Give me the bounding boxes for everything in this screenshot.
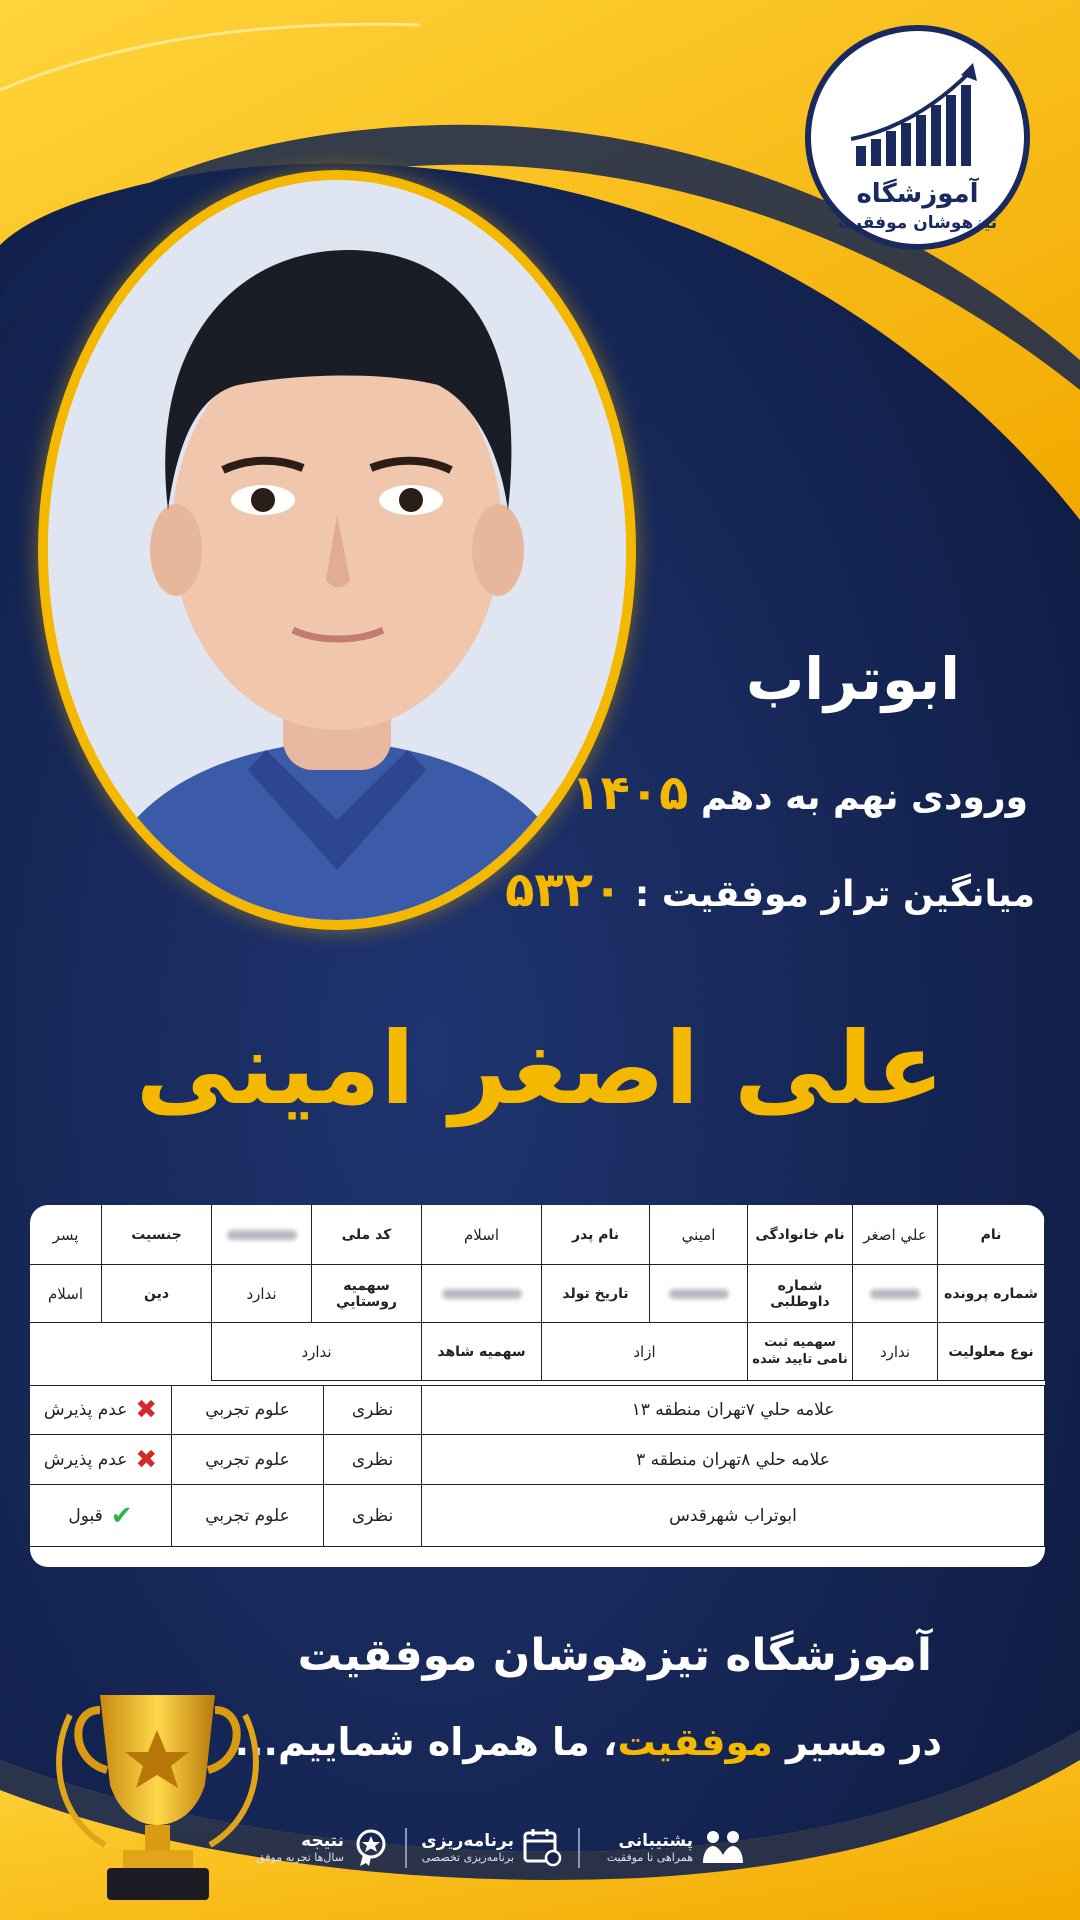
result-status-1 [30, 1385, 172, 1435]
tagline [235, 1720, 942, 1764]
value-disability: ندارد [853, 1323, 938, 1381]
label-national-id: کد ملی [312, 1205, 422, 1265]
institute-slogan: آموزشگاه تیزهوشان موفقیت [297, 1630, 932, 1681]
medal-icon [352, 1827, 390, 1867]
label-registration-quota: سهمیه ثبت نامی تایید شده [748, 1323, 853, 1381]
label-father-name: نام پدر [542, 1205, 650, 1265]
value-registration-quota: ازاد [542, 1323, 748, 1381]
value-first-name: علي اصغر [853, 1205, 938, 1265]
result-status-text-3: قبول [68, 1505, 103, 1526]
value-birth-date [422, 1265, 542, 1323]
value-gender: پسر [30, 1205, 102, 1265]
feature-result-title: نتیجه [301, 1830, 344, 1851]
trophy-icon [45, 1675, 270, 1910]
result-status-text-1: عدم پذیرش [43, 1400, 128, 1420]
label-shahed-quota: سهمیه شاهد [422, 1323, 542, 1381]
results-table [30, 1205, 1045, 1567]
entry-label: ورودی نهم به دهم [700, 777, 1028, 818]
label-file-number: شماره پرونده [938, 1265, 1045, 1323]
label-first-name: نام [938, 1205, 1045, 1265]
logo [805, 25, 1030, 250]
value-shahed-quota: ندارد [212, 1323, 422, 1381]
support-icon [701, 1827, 745, 1867]
tagline-part1: در مسیر [772, 1720, 942, 1764]
label-gender: جنسیت [102, 1205, 212, 1265]
result-field-1: علوم تجربي [172, 1385, 324, 1435]
result-type-2: نظری [324, 1435, 422, 1485]
label-birth-date: تاریخ تولد [542, 1265, 650, 1323]
feature-support [607, 1822, 745, 1872]
logo-subtitle: تیزهوشان موفقیت [837, 213, 998, 233]
result-status-3 [30, 1485, 172, 1547]
cross-icon: ✖ [135, 1444, 158, 1475]
average-label: میانگین تراز موفقیت : [634, 874, 1035, 915]
cross-icon: ✖ [135, 1395, 158, 1425]
result-field-2: علوم تجربي [172, 1435, 324, 1485]
divider [578, 1828, 580, 1868]
feature-support-subtitle: همراهی تا موفقیت [606, 1850, 693, 1864]
feature-planning-subtitle: برنامه‌ریزی تخصصی [421, 1850, 514, 1864]
result-school-2: علامه حلي ۸تهران منطقه ۳ [422, 1435, 1045, 1485]
check-icon: ✔ [110, 1500, 133, 1531]
average-line [505, 862, 1035, 918]
result-school-3: ابوتراب شهرقدس [422, 1485, 1045, 1547]
value-family-name: اميني [650, 1205, 748, 1265]
feature-support-title: پشتیبانی [618, 1830, 693, 1851]
value-rural-quota: ندارد [212, 1265, 312, 1323]
empty-cell [30, 1323, 212, 1381]
feature-result [256, 1822, 390, 1872]
result-type-1: نظری [324, 1385, 422, 1435]
value-file-number [853, 1265, 938, 1323]
result-status-2 [30, 1435, 172, 1485]
tagline-part2: ، ما همراه شماییم... [234, 1720, 618, 1764]
label-rural-quota: سهمیه روستایي [312, 1265, 422, 1323]
result-type-3: نظری [324, 1485, 422, 1547]
feature-planning-title: برنامه‌ریزی [421, 1830, 514, 1851]
label-family-name: نام خانوادگی [748, 1205, 853, 1265]
feature-planning [421, 1822, 562, 1872]
entry-year: ۱۴۰۵ [571, 765, 689, 821]
label-applicant-number: شماره داوطلبی [748, 1265, 853, 1323]
value-national-id [212, 1205, 312, 1265]
school-title: ابوتراب [745, 645, 960, 713]
result-status-text-2: عدم پذیرش [43, 1449, 128, 1470]
label-religion: دین [102, 1265, 212, 1323]
student-name: علی اصغر امینی [135, 1010, 945, 1127]
average-value: ۵۳۲۰ [505, 862, 623, 918]
student-photo [48, 180, 626, 920]
feature-result-subtitle: سال‌ها تجربه موفق [256, 1850, 344, 1864]
tagline-highlight: موفقیت [617, 1720, 773, 1764]
value-applicant-number [650, 1265, 748, 1323]
value-religion: اسلام [30, 1265, 102, 1323]
value-father-name: اسلام [422, 1205, 542, 1265]
entry-line [571, 765, 1028, 821]
result-field-3: علوم تجربي [172, 1485, 324, 1547]
divider [405, 1828, 407, 1868]
student-photo-frame [38, 170, 636, 930]
label-disability: نوع معلولیت [938, 1323, 1045, 1381]
logo-title: آموزشگاه [856, 179, 979, 209]
calendar-icon [522, 1827, 562, 1867]
result-school-1: علامه حلي ۷تهران منطقه ۱۳ [422, 1385, 1045, 1435]
